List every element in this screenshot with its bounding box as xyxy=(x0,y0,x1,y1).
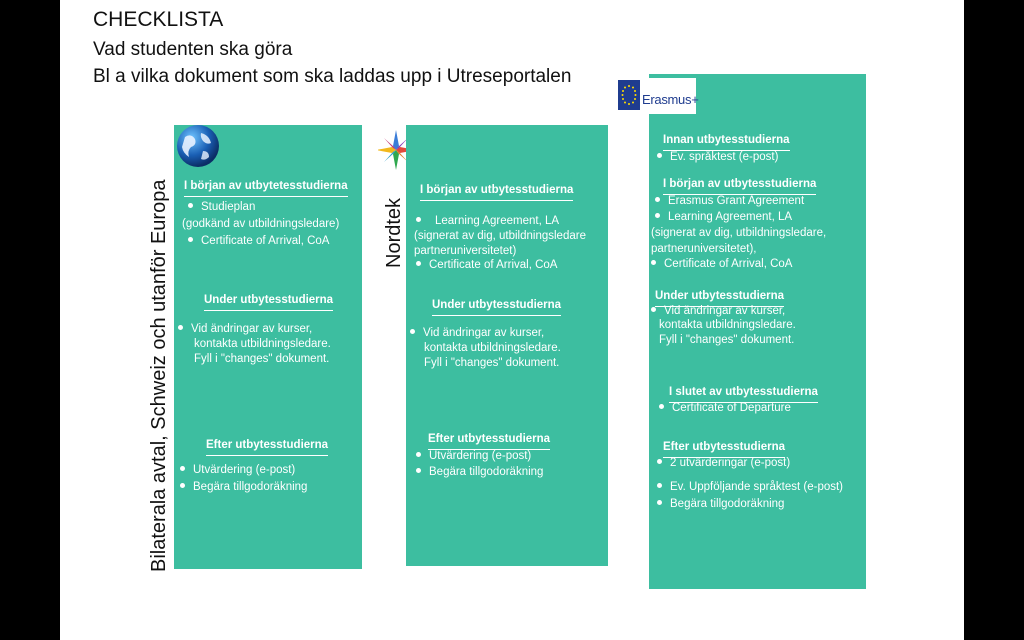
list-item: (signerat av dig, utbildningsledare, xyxy=(651,227,827,239)
list-item: Ev. språktest (e-post) xyxy=(657,150,778,166)
page-subtitle: Vad studenten ska göra xyxy=(93,39,293,60)
col3-s1-title: Innan utbytesstudierna xyxy=(663,133,790,151)
list-item: kontakta utbildningsledare. xyxy=(194,338,331,350)
list-item: partneruniversitetet), xyxy=(651,243,757,255)
list-item: kontakta utbildningsledare. xyxy=(424,342,561,354)
col2-s3-title: Efter utbytesstudierna xyxy=(428,432,550,450)
erasmus-logo xyxy=(616,78,699,114)
col3-s2-title: I början av utbytesstudierna xyxy=(663,177,816,195)
eu-flag-icon xyxy=(618,80,640,110)
list-item: Vid ändringar av kurser, xyxy=(410,326,544,342)
col1-vertical-label: Bilaterala avtal, Schweiz och utanför Europa xyxy=(148,179,170,572)
list-item: Begära tillgodoräkning xyxy=(180,480,307,496)
col2-s1-title: I början av utbytesstudierna xyxy=(420,183,573,201)
list-item: (godkänd av utbildningsledare) xyxy=(182,218,340,230)
list-item: Studieplan xyxy=(188,200,255,216)
col1-s3-title: Efter utbytesstudierna xyxy=(206,438,328,456)
page-title: CHECKLISTA xyxy=(93,8,224,31)
col2-s2-title: Under utbytesstudierna xyxy=(432,298,561,316)
col3-s3-title: Under utbytesstudierna xyxy=(655,289,784,307)
list-item: Learning Agreement, LA xyxy=(655,210,792,226)
list-item: Vid ändringar av kurser, xyxy=(178,322,312,338)
list-item: Ev. Uppföljande språktest (e-post) xyxy=(657,480,843,496)
list-item: Utvärdering (e-post) xyxy=(416,449,531,465)
col3-s4-title: I slutet av utbytesstudierna xyxy=(669,385,818,403)
slide xyxy=(60,0,964,640)
col1-s2-title: Under utbytesstudierna xyxy=(204,293,333,311)
list-item: (signerat av dig, utbildningsledare xyxy=(414,230,586,242)
list-item: Certificate of Departure xyxy=(659,401,791,417)
list-item: Fyll i "changes" dokument. xyxy=(659,334,795,346)
col2-vertical-label: Nordtek xyxy=(383,197,405,268)
list-item: Certificate of Arrival, CoA xyxy=(416,258,557,274)
list-item: Fyll i "changes" dokument. xyxy=(424,357,560,369)
list-item: kontakta utbildningsledare. xyxy=(659,319,796,331)
list-item: Fyll i "changes" dokument. xyxy=(194,353,330,365)
list-item: Begära tillgodoräkning xyxy=(416,465,543,481)
col1-panel xyxy=(174,125,362,569)
list-item: 2 utvärderingar (e-post) xyxy=(657,456,790,472)
list-item: Learning Agreement, LA xyxy=(416,214,559,230)
erasmus-logo-text: Erasmus+ xyxy=(642,92,699,107)
col3-panel xyxy=(649,74,866,589)
list-item: Erasmus Grant Agreement xyxy=(655,194,804,210)
col1-s1-title: I början av utbytetesstudierna xyxy=(184,179,348,197)
list-item: Certificate of Arrival, CoA xyxy=(188,234,329,250)
page-subtitle-2: Bl a vilka dokument som ska laddas upp i Utreseportalen xyxy=(93,66,572,87)
list-item: Vid ändringar av kurser, xyxy=(651,304,785,320)
col2-panel xyxy=(406,125,608,566)
globe-icon xyxy=(175,123,221,169)
list-item: Utvärdering (e-post) xyxy=(180,463,295,479)
col3-s5-title: Efter utbytesstudierna xyxy=(663,440,785,458)
list-item: Certificate of Arrival, CoA xyxy=(651,257,792,273)
list-item: Begära tillgodoräkning xyxy=(657,497,784,513)
list-item: partneruniversitetet) xyxy=(414,245,517,257)
